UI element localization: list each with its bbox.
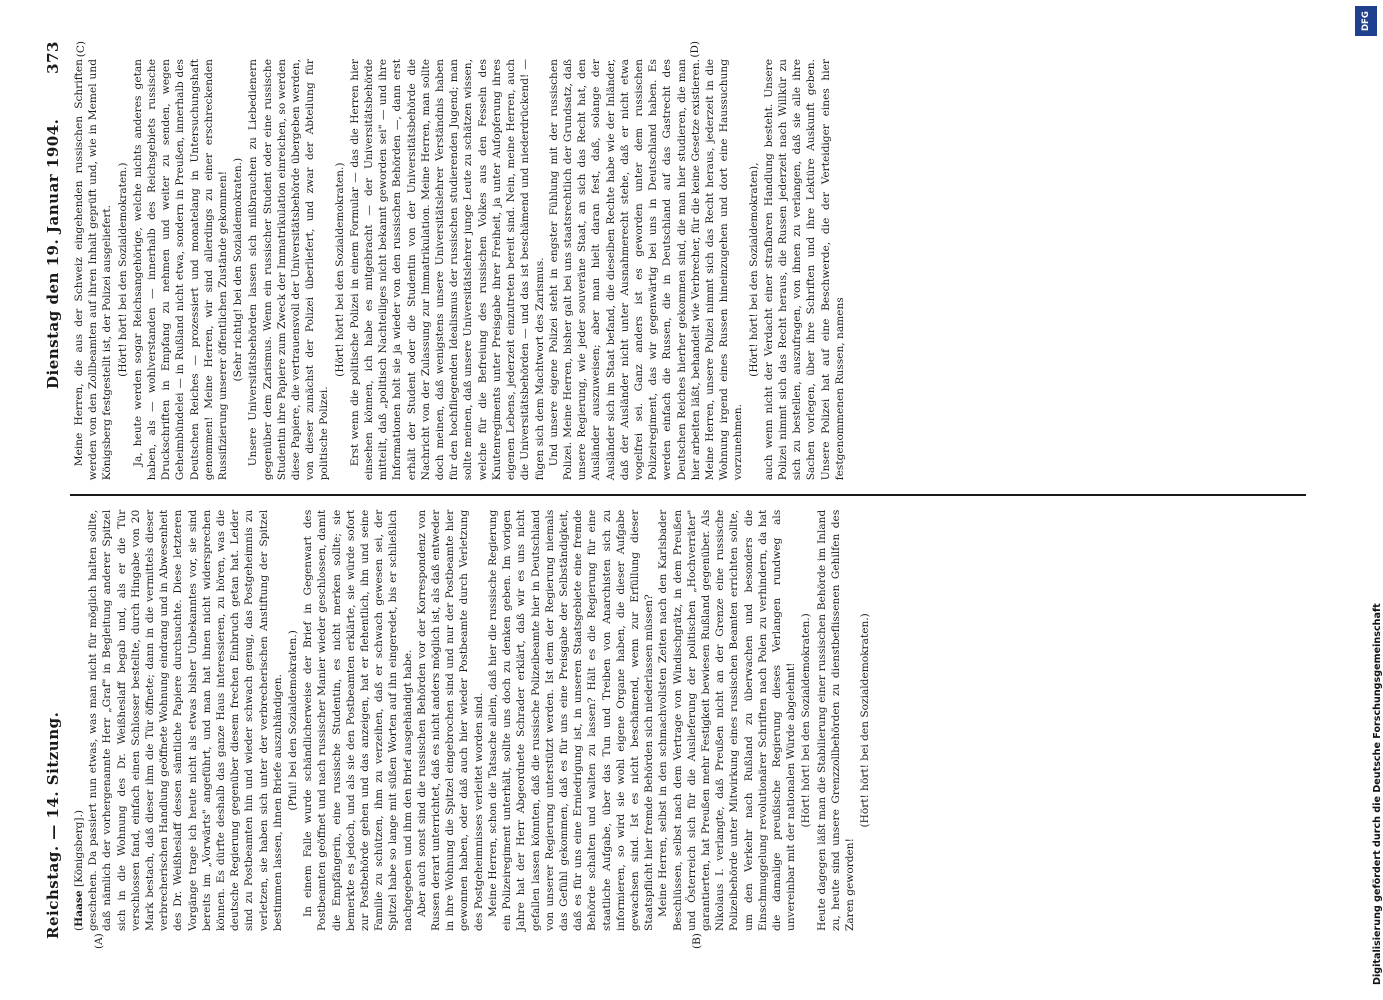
margin-letter-c: (C) xyxy=(75,41,87,58)
speaker-place: [Königsberg].) xyxy=(73,809,85,888)
paragraph: Meine Herren, selbst in den schmachvollsten Zeiten nach den Karlsbader Beschlüssen, selbst nach dem Vertrage von Windischgrätz, in dem Preußen und Österreich sich für die Auslieferung der politischen „Hochverräter" garantierten, hat Preußen mehr Festigkeit bewiesen Rußland gegenüber. Als Nikolaus I. verlangte, daß Preußen nicht an der Grenze eine russische Polizeibehörde unter Mitwirkung eines russischen Beamten errichten sollte, um den Verkehr nach Rußland zu überwachen und besonders die Einschmuggelung revolutionärer Schriften nach Polen zu verhindern, da hat die damalige preußische Regierung dieses Verlangen rundweg als unvereinbar mit der nationalen Würde abgelehnt! xyxy=(657,509,798,931)
paragraph: geschehen. Da passiert nun etwas, was man nicht für möglich halten sollte, daß nämlich der vorhergenannte Herr „Graf" in Begleitung anderer Spitzel sich in die Wohnung des Dr. Weißheslaff begab und, als er die Tür verschlossen fand, einfach einen Schlosser bestellte, durch Hingabe von 20 Mark bestach, daß dieser ihm die Tür öffnete; dann in die vermittels dieser verbrecherischen Handlung geöffnete Wohnung eindrang und in Abwesenheit des Dr. Weißheslaff dessen sämtliche Papiere durchsuchte. Diese letzteren Vorgänge trage ich heute nicht als etwas bisher Unbekanntes vor, sie sind bereits im „Vorwärts" angeführt, und man hat ihnen nicht widersprechen können. Es dürfte deshalb das ganze Haus interessieren, zu hören, was die deutsche Regierung gegenüber diesem frechen Einbruch getan hat. Leider sind zu Postbeamten hin und wieder schwach genug, das Postgeheimnis zu verletzen, sie haben sich unter der verbrecherischen Anstiftung der Spitzel bestimmen lassen, ihnen Briefe auszuhändigen. xyxy=(87,509,284,931)
text-columns xyxy=(70,41,1306,949)
speaker-name: Haase xyxy=(73,890,85,927)
interjection: (Hört! hört! bei den Sozialdemokraten.) xyxy=(800,613,813,828)
interjection: (Hört! hört! bei den Sozialdemokraten), xyxy=(747,162,760,377)
paragraph: Unsere Universitätsbehörden lassen sich mißbrauchen zu Liebedienern gegenüber dem Zarismus. Wenn ein russischer Student oder eine russische Studentin ihre Papiere zum Zweck der Immatrikulation einreichen, so werden diese Papiere, die vertrauensvoll der Universitätsbehörde übergeben werden, von dieser zunächst der Polizei überliefert, und zwar der Abteilung für politische Polizei. xyxy=(247,59,331,481)
paragraph: Meine Herren, schon die Tatsache allein, daß hier die russische Regierung ein Polizeiregiment unterhält, sollte uns doch zu denken geben. Im vorigen Jahre hat der Herr Abgeordnete Schrader erklärt, daß wir es uns nicht gefallen lassen könnten, daß die russische Polizeibeamte hier in Deutschland von unserer Regierung unterstützt werden. Ist dem der Regierung niemals das Gefühl gekommen, daß es für uns eine Preisgabe der Selbständigkeit, daß es für uns eine Erniedrigung ist, in unseren Staatsgebiete eine fremde Behörde schalten und walten zu lassen? Hält es die Regierung für eine staatliche Aufgabe, über das Tun und Treiben von Anarchisten sich zu informieren, so wird sie wohl eigene Organe haben, die dieser Aufgabe gewachsen sind. Ist es nicht beschämend, wenn zur Erfüllung dieser Staatspflicht hier fremde Behörden sich niederlassen müssen? xyxy=(486,509,656,931)
margin-letter-d: (D) xyxy=(689,41,701,58)
page-number: 373 xyxy=(44,41,62,74)
interjection: (Sehr richtig! bei den Sozialdemokraten.) xyxy=(232,157,245,382)
right-column xyxy=(70,41,1306,484)
interjection: (Pfui! bei den Sozialdemokraten.) xyxy=(287,630,300,811)
margin-letter-a: (A) xyxy=(93,933,105,949)
left-column xyxy=(70,506,1306,949)
digitization-credit: Digitalisierung gefördert durch die Deutsche Forschungsgemeinschaft xyxy=(1372,603,1383,985)
column-divider xyxy=(70,494,1306,495)
dfg-logo: DFG xyxy=(1355,6,1377,36)
running-head xyxy=(36,41,70,949)
interjection: (Hört! hört! bei den Sozialdemokraten.) xyxy=(116,162,129,377)
speaker-line: (Haase [Königsberg].) xyxy=(73,809,85,931)
paragraph: Ja, heute werden sogar Reichsangehörige, welche nichts anderes getan haben, als — wohlverstanden — innerhalb des Reichsgebiets russische Druckschriften in Empfang zu nehmen und weiter zu senden, wegen Geheimbündelei — in Rußland nicht etwa, sondern in Preußen, innerhalb des Deutschen Reiches — prozessiert und monatelang in Untersuchungshaft genommen! Meine Herren, wir sind allerdings zu einer erschreckenden Russifizierung unserer öffentlichen Zustände gekommen! xyxy=(131,59,230,481)
header-center-date: Dienstag den 19. Januar 1904. xyxy=(44,118,62,389)
interjection: (Hört! hört! bei den Sozialdemokraten.) xyxy=(859,613,872,828)
interjection: (Hört! hört! bei den Sozialdemokraten.) xyxy=(333,162,346,377)
paragraph: Und unsere eigene Polizei steht in engster Fühlung mit der russischen Polizei. Meine Herren, bisher galt bei uns staatsrechtlich der Grundsatz, daß unsere Regierung, wie jeder souveräne Staat, an sich das Recht hat, den Ausländer auszuweisen; aber man hielt daran fest, daß, solange der Ausländer sich im Staat befand, die dieselben Rechte habe wie der Inländer, daß der Ausländer nicht unter Ausnahmerecht stehe, daß er nicht etwa vogelfrei sei. Ganz anders ist es geworden unter dem russischen Polizeiregiment, das wir gegenwärtig bei uns in Deutschland haben. Es werden einfach die Russen, die in Deutschland auf das Gastrecht des Deutschen Reiches hierher gekommen sind, die man hier studieren, die man hier arbeiten läßt, behandelt wie Verbrecher, für die keine Gesetze existieren. Meine Herren, unsere Polizei nimmt sich das Recht heraus, jederzeit in die Wohnung irgend eines Russen hineinzugehen und dort eine Haussuchung vorzunehmen. xyxy=(547,59,745,481)
paragraph: Heute dagegen läßt man die Stabilierung einer russischen Behörde im Inland zu, heute sind unsere Grenzzollbehörden zu dienstbeflissenen Gehilfen des Zaren geworden! xyxy=(815,509,856,931)
margin-letter-b: (B) xyxy=(691,933,703,949)
rotated-page xyxy=(36,35,1316,955)
header-left: Reichstag. — 14. Sitzung. xyxy=(44,711,62,939)
paragraph: auch wenn nicht der Verdacht einer strafbaren Handlung besteht. Unsere Polizei nimmt sich das Recht heraus, die Russen jederzeit nach Willkür zu sich zu bestellen, auszufragen, von ihnen zu verlangen, daß sie alle ihre Sachen vorlegen, über ihre Schriften und ihre Lektüre Auskunft geben. Unsere Polizei hat auf eine Beschwerde, die der Verteidiger eines hier festgenommenen Russen, namens xyxy=(762,59,846,481)
paragraph: Aber auch sonst sind die russischen Behörden vor der Korrespondenz von Russen derart unterrichtet, daß es nicht anders möglich ist, als daß entweder in ihre Wohnung die Spitzel eingebrochen sind und nur der Postbeamte hier gewonnen haben, oder daß auch hier wieder Postbeamte durch Verletzung des Postgeheimnisses verleitet worden sind. xyxy=(415,509,485,931)
paragraph: In einem Falle wurde schändlicherweise der Brief in Gegenwart des Postbeamten geöffnet und nach russischer Manier wieder geschlossen, damit die Empfängerin, eine russische Studentin, es nicht merken sollte; sie bemerkte es jedoch, und als sie den Postbeamten erklärte, sie würde sofort zur Postbehörde gehen und das anzeigen, hat er flehentlich, ihn und seine Familie zu schützen, ihm zu verzeihen, daß er schwach gewesen sei, der Spitzel habe so lange mit süßen Worten auf ihn eingeredet, bis er schließlich nachgegeben und ihm den Brief ausgehändigt habe. xyxy=(302,509,414,931)
paragraph: Meine Herren, die aus der Schweiz eingehenden russischen Schriften werden von den Zollbeamten auf ihren Inhalt geprüft und, wie in Memel und Königsberg festgestellt ist, der Polizei ausgeliefert. xyxy=(73,59,114,481)
paragraph: Erst wenn die politische Polizei in einem Formular — das die Herren hier einsehen können, ich habe es mitgebracht — der Universitätsbehörde mitteilt, daß „politisch Nachteiliges nicht bekannt geworden sei" — und ihre Informationen holt sie ja wieder von den russischen Behörden —, dann erst erhält der Student oder die Studentin von der Universitätsbehörde die Nachricht von der Zulassung zur Immatrikulation. Meine Herren, man sollte doch meinen, daß wenigstens unsere Universitätslehrer Verständnis haben für den hochfliegenden Idealismus der russischen studierenden Jugend; man sollte meinen, daß unsere Universitätslehrer junge Leute zu schätzen wissen, welche für die Befreiung des russischen Volkes aus den Fesseln des Knutenregiments unter Preisgabe ihrer Freiheit, ja unter Aufopferung ihres eigenen Lebens, jederzeit einzutreten bereit sind. Nein, meine Herren, auch die Universitätsbehörden — und das ist beschämend und niederdrückend! — fügen sich dem Machtwort des Zarismus. xyxy=(348,59,546,481)
